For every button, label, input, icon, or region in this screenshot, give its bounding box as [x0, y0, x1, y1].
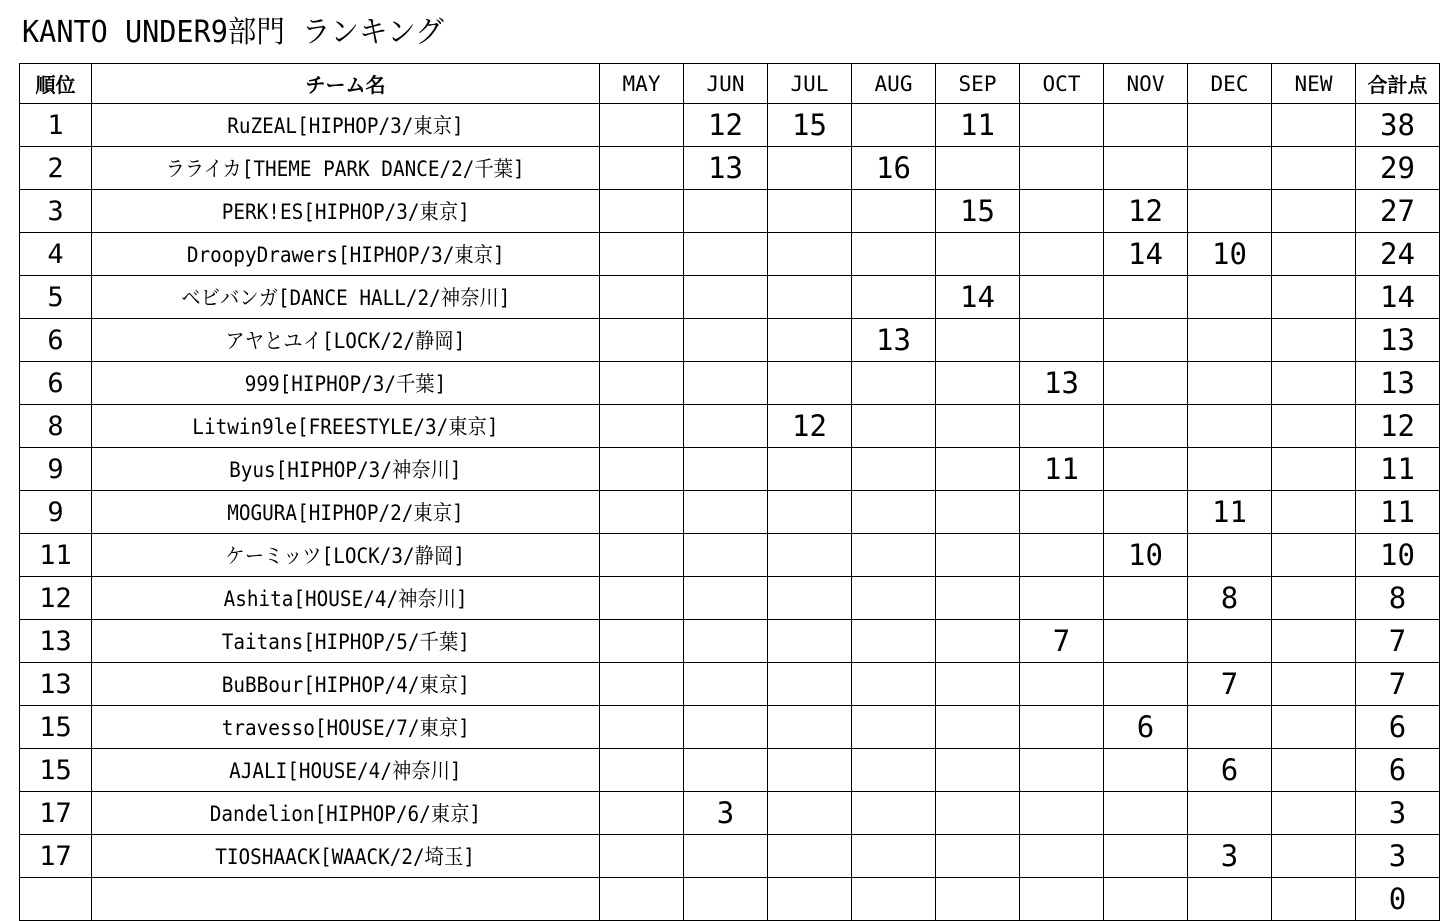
score-cell-oct[interactable]: [1020, 491, 1104, 534]
total-cell[interactable]: 27: [1356, 190, 1440, 233]
score-cell-dec[interactable]: 3: [1188, 835, 1272, 878]
score-cell-nov[interactable]: [1104, 749, 1188, 792]
score-cell-nov[interactable]: [1104, 663, 1188, 706]
score-cell-nov[interactable]: [1104, 405, 1188, 448]
score-cell-jul[interactable]: [768, 706, 852, 749]
rank-cell[interactable]: 6: [20, 362, 92, 405]
score-cell-new[interactable]: [1272, 577, 1356, 620]
score-cell-jul[interactable]: [768, 835, 852, 878]
team-name-text: Byus[HIPHOP/3/神奈川]: [229, 458, 462, 482]
table-row: [20, 534, 1440, 577]
score-cell-jul[interactable]: [768, 190, 852, 233]
score-cell-nov[interactable]: [1104, 362, 1188, 405]
score-cell-jul[interactable]: [768, 147, 852, 190]
rank-cell[interactable]: 17: [20, 835, 92, 878]
team-name-cell[interactable]: [92, 749, 600, 792]
score-cell-jun[interactable]: [684, 663, 768, 706]
column-header-new[interactable]: NEW: [1272, 64, 1356, 104]
score-cell-may[interactable]: [600, 190, 684, 233]
score-cell-may[interactable]: [600, 792, 684, 835]
score-cell-jun[interactable]: [684, 448, 768, 491]
total-cell[interactable]: 7: [1356, 663, 1440, 706]
score-cell-aug[interactable]: 13: [852, 319, 936, 362]
score-cell-nov[interactable]: 12: [1104, 190, 1188, 233]
team-name-cell[interactable]: [92, 405, 600, 448]
total-cell[interactable]: 3: [1356, 835, 1440, 878]
score-cell-oct[interactable]: [1020, 276, 1104, 319]
column-header-rank[interactable]: 順位: [20, 64, 92, 104]
score-cell-new[interactable]: [1272, 792, 1356, 835]
score-cell-new[interactable]: [1272, 319, 1356, 362]
score-cell-dec[interactable]: 10: [1188, 233, 1272, 276]
column-header-jul[interactable]: JUL: [768, 64, 852, 104]
total-cell[interactable]: 0: [1356, 878, 1440, 921]
score-cell-new[interactable]: [1272, 405, 1356, 448]
team-name-text: travesso[HOUSE/7/東京]: [221, 716, 470, 740]
column-header-nov[interactable]: NOV: [1104, 64, 1188, 104]
score-cell-dec[interactable]: 7: [1188, 663, 1272, 706]
score-cell-jul[interactable]: [768, 663, 852, 706]
score-cell-nov[interactable]: [1104, 792, 1188, 835]
score-cell-nov[interactable]: 10: [1104, 534, 1188, 577]
score-cell-oct[interactable]: [1020, 792, 1104, 835]
score-cell-aug[interactable]: [852, 534, 936, 577]
score-cell-jul[interactable]: [768, 534, 852, 577]
team-name-cell[interactable]: [92, 577, 600, 620]
score-cell-jul[interactable]: [768, 620, 852, 663]
score-cell-new[interactable]: [1272, 362, 1356, 405]
score-cell-nov[interactable]: [1104, 319, 1188, 362]
score-cell-sep[interactable]: [936, 792, 1020, 835]
table-row: [20, 319, 1440, 362]
score-cell-jun[interactable]: [684, 491, 768, 534]
score-cell-oct[interactable]: [1020, 190, 1104, 233]
team-name-text: Litwin9le[FREESTYLE/3/東京]: [192, 415, 499, 439]
team-name-cell[interactable]: [92, 792, 600, 835]
table-row: [20, 233, 1440, 276]
score-cell-sep[interactable]: [936, 878, 1020, 921]
table-row: [20, 577, 1440, 620]
score-cell-dec[interactable]: [1188, 276, 1272, 319]
team-name-cell[interactable]: [92, 878, 600, 921]
score-cell-jun[interactable]: 3: [684, 792, 768, 835]
score-cell-oct[interactable]: [1020, 534, 1104, 577]
score-cell-sep[interactable]: [936, 663, 1020, 706]
score-cell-oct[interactable]: [1020, 104, 1104, 147]
score-cell-sep[interactable]: [936, 749, 1020, 792]
team-name-text: BuBBour[HIPHOP/4/東京]: [221, 673, 470, 697]
team-name-cell[interactable]: [92, 663, 600, 706]
team-name-text: 999[HIPHOP/3/千葉]: [244, 372, 447, 396]
team-name-cell[interactable]: [92, 276, 600, 319]
score-cell-dec[interactable]: 6: [1188, 749, 1272, 792]
score-cell-oct[interactable]: [1020, 749, 1104, 792]
score-cell-new[interactable]: [1272, 491, 1356, 534]
score-cell-jul[interactable]: [768, 233, 852, 276]
score-cell-new[interactable]: [1272, 233, 1356, 276]
score-cell-sep[interactable]: [936, 577, 1020, 620]
score-cell-sep[interactable]: [936, 534, 1020, 577]
score-cell-sep[interactable]: [936, 620, 1020, 663]
score-cell-sep[interactable]: [936, 362, 1020, 405]
score-cell-jul[interactable]: [768, 749, 852, 792]
score-cell-new[interactable]: [1272, 448, 1356, 491]
score-cell-aug[interactable]: [852, 706, 936, 749]
score-cell-jul[interactable]: [768, 878, 852, 921]
score-cell-may[interactable]: [600, 405, 684, 448]
score-cell-sep[interactable]: [936, 233, 1020, 276]
team-name-text: MOGURA[HIPHOP/2/東京]: [227, 501, 464, 525]
page-title: KANTO UNDER9部門 ランキング: [22, 15, 444, 50]
score-cell-sep[interactable]: [936, 835, 1020, 878]
team-name-cell[interactable]: [92, 104, 600, 147]
team-name-text: PERK!ES[HIPHOP/3/東京]: [221, 200, 470, 224]
score-cell-jul[interactable]: [768, 448, 852, 491]
score-cell-aug[interactable]: [852, 835, 936, 878]
score-cell-sep[interactable]: [936, 147, 1020, 190]
score-cell-may[interactable]: [600, 319, 684, 362]
table-row: [20, 104, 1440, 147]
rank-cell[interactable]: 13: [20, 620, 92, 663]
score-cell-oct[interactable]: [1020, 663, 1104, 706]
score-cell-jul[interactable]: [768, 577, 852, 620]
total-cell[interactable]: 14: [1356, 276, 1440, 319]
total-cell[interactable]: 13: [1356, 319, 1440, 362]
rank-cell[interactable]: 11: [20, 534, 92, 577]
score-cell-jun[interactable]: 13: [684, 147, 768, 190]
rank-cell[interactable]: [20, 878, 92, 921]
rank-cell[interactable]: 9: [20, 491, 92, 534]
score-cell-sep[interactable]: 14: [936, 276, 1020, 319]
team-name-text: ラライカ[THEME PARK DANCE/2/千葉]: [165, 157, 526, 181]
score-cell-sep[interactable]: [936, 319, 1020, 362]
score-cell-new[interactable]: [1272, 104, 1356, 147]
team-name-text: アヤとユイ[LOCK/2/静岡]: [225, 329, 466, 353]
score-cell-nov[interactable]: [1104, 147, 1188, 190]
rank-cell[interactable]: 13: [20, 663, 92, 706]
team-name-text: AJALI[HOUSE/4/神奈川]: [229, 759, 462, 783]
header-row: [20, 64, 1440, 104]
score-cell-new[interactable]: [1272, 749, 1356, 792]
score-cell-may[interactable]: [600, 663, 684, 706]
score-cell-nov[interactable]: [1104, 276, 1188, 319]
table-row: [20, 362, 1440, 405]
score-cell-jul[interactable]: [768, 362, 852, 405]
score-cell-aug[interactable]: [852, 577, 936, 620]
score-cell-aug[interactable]: [852, 362, 936, 405]
rank-cell[interactable]: 17: [20, 792, 92, 835]
total-cell[interactable]: 6: [1356, 749, 1440, 792]
score-cell-oct[interactable]: 13: [1020, 362, 1104, 405]
score-cell-may[interactable]: [600, 104, 684, 147]
score-cell-nov[interactable]: [1104, 448, 1188, 491]
score-cell-oct[interactable]: 11: [1020, 448, 1104, 491]
score-cell-sep[interactable]: 15: [936, 190, 1020, 233]
team-name-cell[interactable]: [92, 620, 600, 663]
score-cell-aug[interactable]: [852, 104, 936, 147]
rank-cell[interactable]: 3: [20, 190, 92, 233]
column-header-total[interactable]: 合計点: [1356, 64, 1440, 104]
table-row: [20, 878, 1440, 921]
score-cell-may[interactable]: [600, 878, 684, 921]
rank-cell[interactable]: 5: [20, 276, 92, 319]
score-cell-jun[interactable]: [684, 878, 768, 921]
score-cell-dec[interactable]: [1188, 878, 1272, 921]
total-cell[interactable]: 3: [1356, 792, 1440, 835]
ranking-body: [20, 104, 1440, 921]
score-cell-new[interactable]: [1272, 190, 1356, 233]
total-cell[interactable]: 12: [1356, 405, 1440, 448]
rank-cell[interactable]: 9: [20, 448, 92, 491]
total-cell[interactable]: 11: [1356, 491, 1440, 534]
score-cell-jun[interactable]: [684, 233, 768, 276]
score-cell-dec[interactable]: [1188, 792, 1272, 835]
score-cell-nov[interactable]: [1104, 620, 1188, 663]
score-cell-dec[interactable]: [1188, 534, 1272, 577]
score-cell-aug[interactable]: [852, 878, 936, 921]
team-name-cell[interactable]: [92, 319, 600, 362]
column-header-team[interactable]: チーム名: [92, 64, 600, 104]
score-cell-jun[interactable]: [684, 405, 768, 448]
score-cell-new[interactable]: [1272, 534, 1356, 577]
table-row: [20, 706, 1440, 749]
score-cell-oct[interactable]: [1020, 405, 1104, 448]
score-cell-nov[interactable]: 6: [1104, 706, 1188, 749]
score-cell-jun[interactable]: [684, 706, 768, 749]
score-cell-may[interactable]: [600, 620, 684, 663]
table-row: [20, 620, 1440, 663]
team-name-cell[interactable]: [92, 448, 600, 491]
score-cell-dec[interactable]: [1188, 405, 1272, 448]
score-cell-new[interactable]: [1272, 663, 1356, 706]
table-row: [20, 491, 1440, 534]
score-cell-dec[interactable]: [1188, 448, 1272, 491]
table-row: [20, 405, 1440, 448]
score-cell-oct[interactable]: [1020, 319, 1104, 362]
score-cell-jun[interactable]: [684, 749, 768, 792]
score-cell-dec[interactable]: [1188, 104, 1272, 147]
score-cell-may[interactable]: [600, 577, 684, 620]
team-name-cell[interactable]: [92, 835, 600, 878]
score-cell-aug[interactable]: [852, 749, 936, 792]
column-header-oct[interactable]: OCT: [1020, 64, 1104, 104]
score-cell-nov[interactable]: [1104, 577, 1188, 620]
score-cell-nov[interactable]: 14: [1104, 233, 1188, 276]
score-cell-may[interactable]: [600, 835, 684, 878]
team-name-cell[interactable]: [92, 233, 600, 276]
score-cell-nov[interactable]: [1104, 878, 1188, 921]
total-cell[interactable]: 29: [1356, 147, 1440, 190]
column-header-may[interactable]: MAY: [600, 64, 684, 104]
rank-cell[interactable]: 2: [20, 147, 92, 190]
score-cell-jul[interactable]: 12: [768, 405, 852, 448]
rank-cell[interactable]: 12: [20, 577, 92, 620]
score-cell-sep[interactable]: [936, 706, 1020, 749]
score-cell-oct[interactable]: [1020, 147, 1104, 190]
score-cell-oct[interactable]: 7: [1020, 620, 1104, 663]
score-cell-aug[interactable]: [852, 792, 936, 835]
score-cell-dec[interactable]: 11: [1188, 491, 1272, 534]
team-name-text: RuZEAL[HIPHOP/3/東京]: [227, 114, 464, 138]
rank-cell[interactable]: 6: [20, 319, 92, 362]
total-cell[interactable]: 8: [1356, 577, 1440, 620]
score-cell-aug[interactable]: [852, 620, 936, 663]
score-cell-jul[interactable]: [768, 276, 852, 319]
table-row: [20, 792, 1440, 835]
score-cell-may[interactable]: [600, 233, 684, 276]
score-cell-dec[interactable]: [1188, 706, 1272, 749]
score-cell-aug[interactable]: [852, 276, 936, 319]
team-name-text: Ashita[HOUSE/4/神奈川]: [223, 587, 468, 611]
team-name-cell[interactable]: [92, 706, 600, 749]
score-cell-jul[interactable]: [768, 792, 852, 835]
score-cell-jun[interactable]: [684, 190, 768, 233]
score-cell-oct[interactable]: [1020, 878, 1104, 921]
column-header-dec[interactable]: DEC: [1188, 64, 1272, 104]
score-cell-aug[interactable]: [852, 405, 936, 448]
rank-cell[interactable]: 1: [20, 104, 92, 147]
total-cell[interactable]: 11: [1356, 448, 1440, 491]
table-row: [20, 190, 1440, 233]
score-cell-new[interactable]: [1272, 620, 1356, 663]
table-row: [20, 749, 1440, 792]
score-cell-jul[interactable]: 15: [768, 104, 852, 147]
score-cell-new[interactable]: [1272, 276, 1356, 319]
score-cell-jun[interactable]: [684, 276, 768, 319]
team-name-text: ベビバンガ[DANCE HALL/2/神奈川]: [180, 286, 511, 310]
score-cell-oct[interactable]: [1020, 835, 1104, 878]
rank-cell[interactable]: 15: [20, 706, 92, 749]
score-cell-dec[interactable]: [1188, 147, 1272, 190]
score-cell-jun[interactable]: [684, 319, 768, 362]
score-cell-nov[interactable]: [1104, 104, 1188, 147]
total-cell[interactable]: 13: [1356, 362, 1440, 405]
rank-cell[interactable]: 4: [20, 233, 92, 276]
score-cell-sep[interactable]: [936, 491, 1020, 534]
total-cell[interactable]: 10: [1356, 534, 1440, 577]
score-cell-nov[interactable]: [1104, 491, 1188, 534]
score-cell-sep[interactable]: 11: [936, 104, 1020, 147]
score-cell-dec[interactable]: [1188, 319, 1272, 362]
score-cell-jul[interactable]: [768, 491, 852, 534]
column-header-aug[interactable]: AUG: [852, 64, 936, 104]
team-name-cell[interactable]: [92, 147, 600, 190]
team-name-text: TIOSHAACK[WAACK/2/埼玉]: [215, 845, 476, 869]
ranking-table: [19, 63, 1440, 921]
score-cell-jun[interactable]: [684, 577, 768, 620]
score-cell-oct[interactable]: [1020, 706, 1104, 749]
score-cell-may[interactable]: [600, 534, 684, 577]
table-row: [20, 147, 1440, 190]
team-name-text: Taitans[HIPHOP/5/千葉]: [221, 630, 470, 654]
rank-cell[interactable]: 15: [20, 749, 92, 792]
total-cell[interactable]: 6: [1356, 706, 1440, 749]
score-cell-jun[interactable]: [684, 534, 768, 577]
table-row: [20, 276, 1440, 319]
score-cell-may[interactable]: [600, 362, 684, 405]
table-row: [20, 835, 1440, 878]
score-cell-oct[interactable]: [1020, 577, 1104, 620]
team-name-text: DroopyDrawers[HIPHOP/3/東京]: [186, 243, 505, 267]
team-name-cell[interactable]: [92, 362, 600, 405]
score-cell-new[interactable]: [1272, 706, 1356, 749]
score-cell-jun[interactable]: [684, 620, 768, 663]
team-name-text: Dandelion[HIPHOP/6/東京]: [209, 802, 482, 826]
score-cell-aug[interactable]: [852, 190, 936, 233]
score-cell-new[interactable]: [1272, 878, 1356, 921]
team-name-cell[interactable]: [92, 491, 600, 534]
score-cell-new[interactable]: [1272, 835, 1356, 878]
team-name-text: ケーミッツ[LOCK/3/静岡]: [225, 544, 466, 568]
score-cell-jun[interactable]: [684, 835, 768, 878]
score-cell-oct[interactable]: [1020, 233, 1104, 276]
column-header-jun[interactable]: JUN: [684, 64, 768, 104]
team-name-cell[interactable]: [92, 534, 600, 577]
score-cell-may[interactable]: [600, 749, 684, 792]
score-cell-sep[interactable]: [936, 448, 1020, 491]
score-cell-jul[interactable]: [768, 319, 852, 362]
rank-cell[interactable]: 8: [20, 405, 92, 448]
total-cell[interactable]: 7: [1356, 620, 1440, 663]
score-cell-may[interactable]: [600, 276, 684, 319]
score-cell-aug[interactable]: 16: [852, 147, 936, 190]
score-cell-dec[interactable]: 8: [1188, 577, 1272, 620]
table-row: [20, 663, 1440, 706]
score-cell-aug[interactable]: [852, 491, 936, 534]
team-name-cell[interactable]: [92, 190, 600, 233]
score-cell-aug[interactable]: [852, 663, 936, 706]
score-cell-jun[interactable]: 12: [684, 104, 768, 147]
score-cell-new[interactable]: [1272, 147, 1356, 190]
total-cell[interactable]: 24: [1356, 233, 1440, 276]
score-cell-nov[interactable]: [1104, 835, 1188, 878]
total-cell[interactable]: 38: [1356, 104, 1440, 147]
score-cell-may[interactable]: [600, 448, 684, 491]
score-cell-dec[interactable]: [1188, 190, 1272, 233]
score-cell-aug[interactable]: [852, 448, 936, 491]
column-header-sep[interactable]: SEP: [936, 64, 1020, 104]
score-cell-dec[interactable]: [1188, 620, 1272, 663]
score-cell-may[interactable]: [600, 706, 684, 749]
score-cell-jun[interactable]: [684, 362, 768, 405]
table-row: [20, 448, 1440, 491]
score-cell-may[interactable]: [600, 491, 684, 534]
score-cell-sep[interactable]: [936, 405, 1020, 448]
score-cell-aug[interactable]: [852, 233, 936, 276]
score-cell-dec[interactable]: [1188, 362, 1272, 405]
score-cell-may[interactable]: [600, 147, 684, 190]
